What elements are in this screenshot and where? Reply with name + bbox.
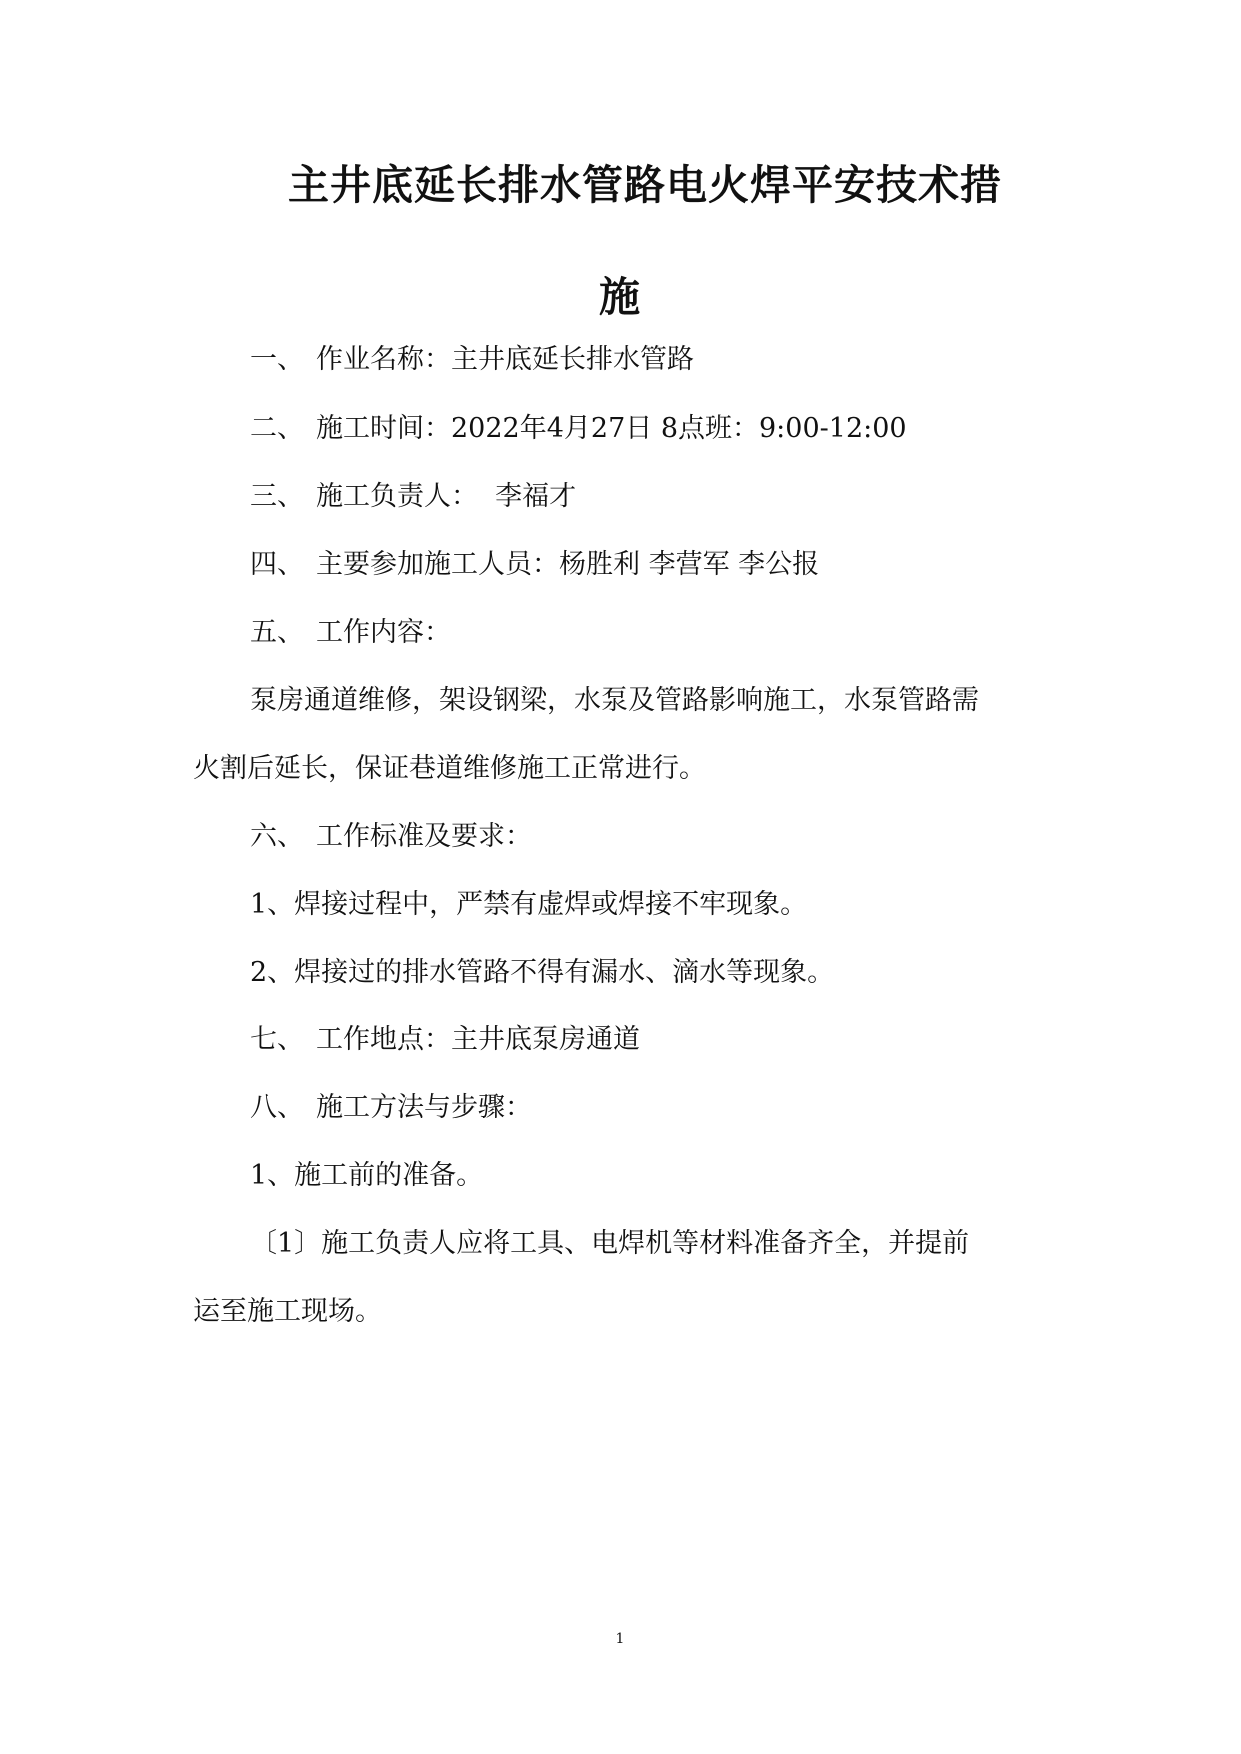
standard-item-2: 2、焊接过的排水管路不得有漏水、滴水等现象。 <box>250 957 835 988</box>
step-1-heading: 1、施工前的准备。 <box>250 1160 484 1191</box>
section-number: 二、 <box>250 413 304 444</box>
section-text: 工作内容： <box>316 617 451 648</box>
section-number: 三、 <box>250 481 304 512</box>
section-text: 施工负责人： 李福才 <box>316 481 577 512</box>
section-number: 六、 <box>250 821 304 852</box>
step-1-sub-1-line-1: 〔1〕施工负责人应将工具、电焊机等材料准备齐全，并提前 <box>250 1228 970 1259</box>
section-work-location <box>250 1022 640 1058</box>
section-number: 四、 <box>250 549 304 580</box>
section-text: 施工时间：2022年4月27日 8点班：9:00-12:00 <box>316 413 907 444</box>
section-main-personnel <box>250 547 819 583</box>
page-number: 1 <box>615 1631 625 1647</box>
section-text: 施工方法与步骤： <box>316 1092 532 1123</box>
section-construction-time <box>250 411 907 447</box>
section-number: 七、 <box>250 1024 304 1055</box>
section-work-standards <box>250 819 532 855</box>
section-methods-steps <box>250 1090 532 1126</box>
section-text: 作业名称：主井底延长排水管路 <box>316 344 694 375</box>
section-number: 八、 <box>250 1092 304 1123</box>
section-number: 一、 <box>250 344 304 375</box>
work-content-line-2: 火割后延长，保证巷道维修施工正常进行。 <box>193 753 706 784</box>
section-work-name <box>250 342 694 378</box>
standard-item-1: 1、焊接过程中，严禁有虚焊或焊接不牢现象。 <box>250 889 808 920</box>
section-work-content <box>250 615 451 651</box>
document-title-line-2: 施 <box>599 273 641 321</box>
step-1-sub-1-line-2: 运至施工现场。 <box>193 1296 382 1327</box>
section-person-in-charge <box>250 479 576 515</box>
section-text: 主要参加施工人员：杨胜利 李营军 李公报 <box>316 549 820 580</box>
section-text: 工作标准及要求： <box>316 821 532 852</box>
work-content-line-1: 泵房通道维修，架设钢梁，水泵及管路影响施工，水泵管路需 <box>250 685 979 716</box>
document-title-line-1: 主井底延长排水管路电火焊平安技术措 <box>288 161 1002 209</box>
section-text: 工作地点：主井底泵房通道 <box>316 1024 640 1055</box>
section-number: 五、 <box>250 617 304 648</box>
